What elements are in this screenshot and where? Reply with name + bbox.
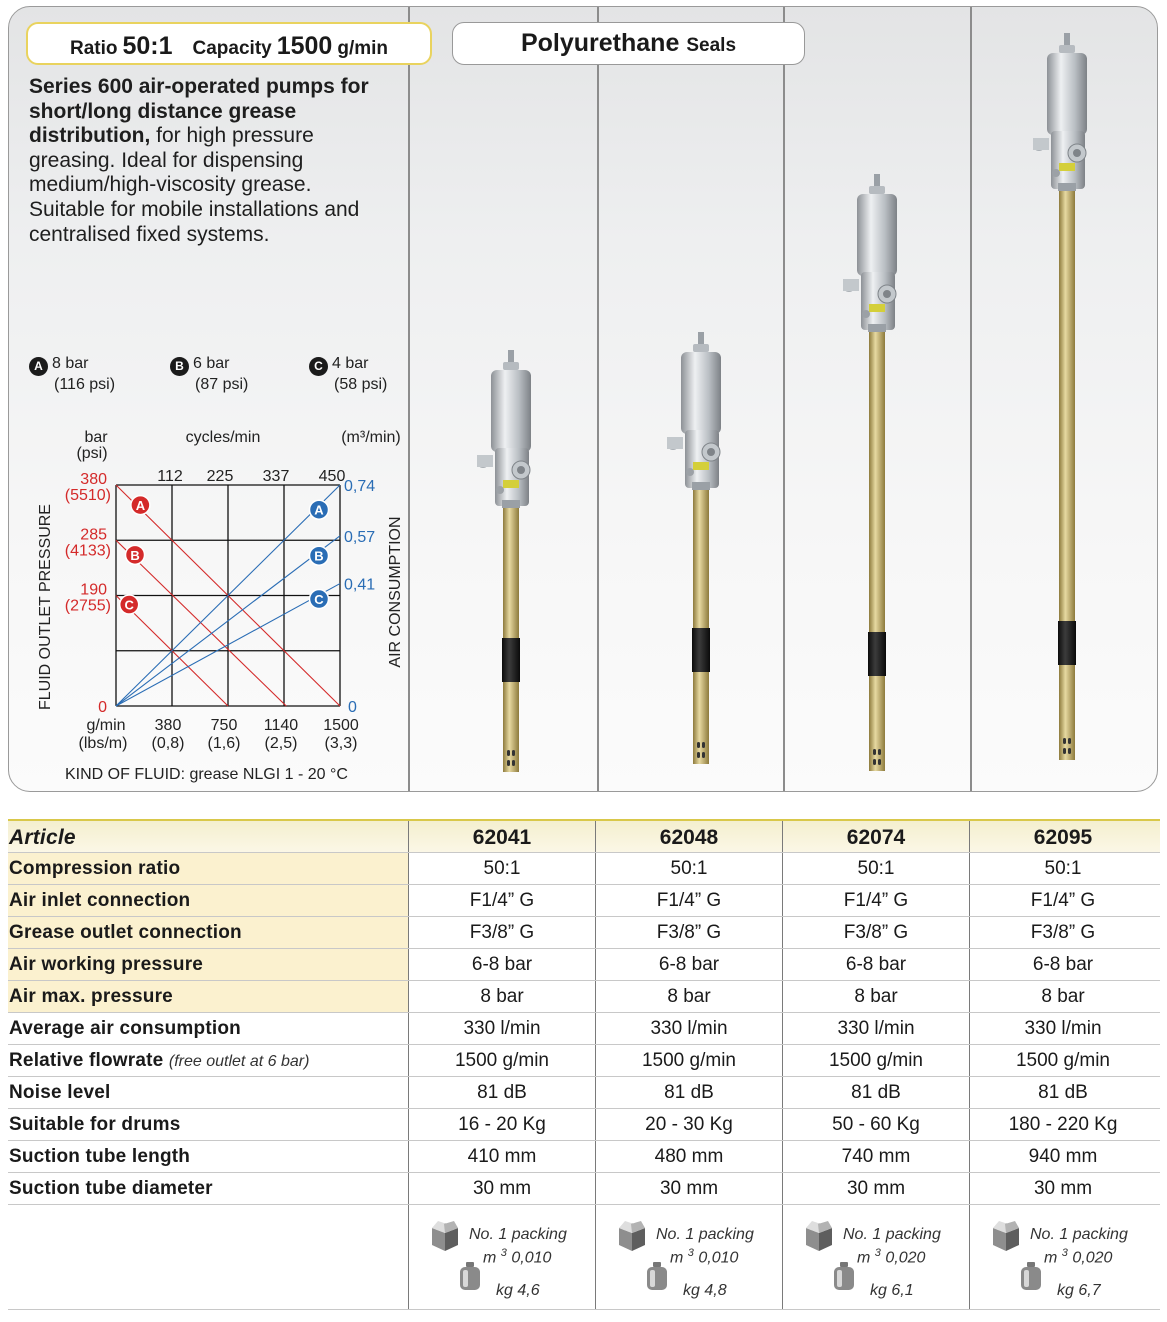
bottom-unit: g/min (86, 717, 126, 734)
table-cell: 8 bar (408, 981, 595, 1012)
performance-chart (23, 417, 413, 789)
article-number: 62041 (408, 821, 595, 852)
table-cell: 8 bar (782, 981, 969, 1012)
table-cell: 8 bar (595, 981, 782, 1012)
legend-pressure: 8 bar (52, 355, 89, 372)
top-tick-label: 112 (157, 468, 183, 485)
table-cell: 30 mm (782, 1173, 969, 1204)
table-cell: 30 mm (595, 1173, 782, 1204)
table-cell: 81 dB (408, 1077, 595, 1108)
table-row (8, 1173, 1160, 1205)
table-cell: 8 bar (969, 981, 1156, 1012)
table-cell: F1/4” G (782, 885, 969, 916)
table-cell: 1500 g/min (969, 1045, 1156, 1076)
package-box-icon (617, 1219, 647, 1253)
legend-key-c-icon: C (309, 357, 328, 376)
ratio-capacity-badge (26, 22, 432, 65)
table-cell: 6-8 bar (782, 949, 969, 980)
table-cell: F1/4” G (595, 885, 782, 916)
column-divider (597, 7, 599, 792)
row-label-text: Relative flowrate (9, 1050, 164, 1071)
table-cell: F3/8” G (969, 917, 1156, 948)
row-label-text: Suction tube length (9, 1146, 191, 1167)
legend-psi: (58 psi) (334, 376, 388, 393)
legend-item-c (309, 355, 387, 393)
packing-blank (8, 1205, 408, 1309)
table-cell: 330 l/min (595, 1013, 782, 1044)
article-number: 62048 (595, 821, 782, 852)
row-label-text: Air working pressure (9, 954, 204, 975)
table-row (8, 949, 1160, 981)
row-label-text: Air max. pressure (9, 986, 173, 1007)
table-cell: 6-8 bar (408, 949, 595, 980)
legend-key-a-icon: A (29, 357, 48, 376)
right-axis-title: AIR CONSUMPTION (387, 516, 404, 668)
table-row (8, 1141, 1160, 1173)
packing-weight: kg 4,8 (683, 1282, 727, 1299)
row-label-text: Grease outlet connection (9, 922, 242, 943)
table-cell: F3/8” G (595, 917, 782, 948)
article-number: 62095 (969, 821, 1156, 852)
table-cell: 50:1 (782, 853, 969, 884)
table-cell: 330 l/min (969, 1013, 1156, 1044)
row-label (8, 853, 408, 884)
top-tick-label: 450 (318, 468, 346, 485)
top-tick-label: 225 (206, 468, 234, 485)
package-box-icon (430, 1219, 460, 1253)
packing-weight: kg 6,7 (1057, 1282, 1101, 1299)
table-cell: 50:1 (408, 853, 595, 884)
table-row (8, 981, 1160, 1013)
package-box-icon (991, 1219, 1021, 1253)
left-unit-sub: (psi) (76, 445, 108, 462)
volume-unit-exp: 3 (500, 1247, 507, 1259)
air-marker-label: C (314, 592, 324, 608)
table-row (8, 1045, 1160, 1077)
volume-unit: m (1044, 1249, 1058, 1267)
bottom-tick-label: 1500 (323, 717, 359, 734)
row-label (8, 949, 408, 980)
ratio-value: 50:1 (122, 32, 173, 60)
chart-markers (120, 496, 329, 614)
packing-volume (483, 1238, 551, 1273)
left-tick-sub-label: (2755) (64, 597, 111, 615)
row-label-text: Suitable for drums (9, 1114, 181, 1135)
weight-icon (645, 1261, 669, 1291)
table-cell: 330 l/min (408, 1013, 595, 1044)
legend-item-a (29, 355, 115, 393)
table-cell: 410 mm (408, 1141, 595, 1172)
volume-value: 0,020 (1072, 1249, 1113, 1267)
volume-unit-exp: 3 (687, 1247, 694, 1259)
weight-icon (458, 1261, 482, 1291)
volume-unit: m (857, 1249, 871, 1267)
row-label (8, 1109, 408, 1140)
row-label (8, 1013, 408, 1044)
right-tick-label: 0,41 (344, 576, 376, 594)
top-tick-label: 337 (262, 468, 290, 485)
packing-cell (595, 1205, 782, 1309)
packing-volume (1044, 1238, 1112, 1273)
volume-value: 0,010 (698, 1249, 739, 1267)
table-cell: 1500 g/min (782, 1045, 969, 1076)
table-cell: 30 mm (408, 1173, 595, 1204)
table-cell: F3/8” G (782, 917, 969, 948)
table-cell: 1500 g/min (408, 1045, 595, 1076)
table-row (8, 885, 1160, 917)
pump-image-62048 (655, 332, 745, 777)
bottom-tick-label: 1140 (263, 717, 299, 734)
row-label-text: Suction tube diameter (9, 1178, 213, 1199)
bottom-tick-sub-label: (0,8) (151, 735, 185, 752)
table-cell: 81 dB (969, 1077, 1156, 1108)
packing-cell (408, 1205, 595, 1309)
table-cell: 330 l/min (782, 1013, 969, 1044)
row-label (8, 1141, 408, 1172)
volume-unit-exp: 3 (1061, 1247, 1068, 1259)
table-cell: 1500 g/min (595, 1045, 782, 1076)
row-label-text: Compression ratio (9, 858, 181, 879)
volume-unit-exp: 3 (874, 1247, 881, 1259)
row-label (8, 885, 408, 916)
intro-bold: Series 600 air-operated pumps for short/long distance grease distribution, (29, 75, 369, 148)
left-tick-sub-label: (5510) (64, 487, 111, 504)
column-divider (783, 7, 785, 792)
air-marker-label: A (314, 502, 324, 518)
row-label (8, 981, 408, 1012)
left-tick-label: 380 (80, 471, 107, 488)
table-cell: F3/8” G (408, 917, 595, 948)
top-unit: cycles/min (185, 429, 261, 446)
table-cell: 30 mm (969, 1173, 1156, 1204)
packing-cell (782, 1205, 969, 1309)
pressure-marker-label: A (135, 498, 146, 514)
table-row (8, 1109, 1160, 1141)
table-header-row (8, 819, 1160, 853)
table-cell: F1/4” G (408, 885, 595, 916)
row-label (8, 1045, 408, 1076)
bottom-tick-sub-label: (3,3) (324, 735, 358, 752)
seals-badge (452, 22, 805, 65)
table-row (8, 1013, 1160, 1045)
pressure-marker-label: B (130, 547, 140, 563)
row-label (8, 1173, 408, 1204)
capacity-value: 1500 (276, 32, 333, 60)
spec-table (8, 819, 1160, 1310)
table-cell: 480 mm (595, 1141, 782, 1172)
chart-footnote: KIND OF FLUID: grease NLGI 1 - 20 °C (65, 766, 348, 783)
packing-volume (670, 1238, 738, 1273)
packing-volume (857, 1238, 925, 1273)
table-cell: 180 - 220 Kg (969, 1109, 1156, 1140)
pump-image-62074 (831, 174, 921, 784)
volume-unit: m (670, 1249, 684, 1267)
right-unit: (m³/min) (341, 429, 401, 446)
right-tick-label: 0,57 (344, 528, 376, 546)
table-cell: 81 dB (782, 1077, 969, 1108)
intro-text (29, 75, 389, 247)
packing-count: No. 1 packing (843, 1226, 941, 1243)
bottom-tick-sub-label: (2,5) (264, 735, 298, 752)
left-unit: bar (84, 429, 108, 446)
bottom-tick-label: 750 (210, 717, 238, 734)
packing-weight: kg 6,1 (870, 1282, 914, 1299)
table-cell: F1/4” G (969, 885, 1156, 916)
table-cell: 6-8 bar (595, 949, 782, 980)
table-row (8, 1077, 1160, 1109)
table-cell: 50:1 (595, 853, 782, 884)
row-label-text: Noise level (9, 1082, 111, 1103)
bottom-tick-sub-label: (1,6) (207, 735, 241, 752)
legend-key-b-icon: B (170, 357, 189, 376)
table-cell: 50:1 (969, 853, 1156, 884)
table-cell: 20 - 30 Kg (595, 1109, 782, 1140)
pump-image-62095 (1021, 33, 1111, 773)
table-cell: 740 mm (782, 1141, 969, 1172)
volume-unit: m (483, 1249, 497, 1267)
bottom-unit-sub: (lbs/m) (78, 735, 128, 752)
header-article-label: Article (9, 826, 76, 849)
legend-psi: (116 psi) (54, 376, 116, 393)
seal-material: Polyurethane (520, 29, 680, 57)
legend-pressure: 6 bar (193, 355, 230, 372)
left-tick-sub-label: (4133) (64, 542, 111, 560)
air-marker-label: B (314, 548, 324, 564)
seal-label: Seals (686, 35, 737, 56)
package-box-icon (804, 1219, 834, 1253)
capacity-label: Capacity (192, 38, 272, 59)
legend-pressure: 4 bar (332, 355, 369, 372)
packing-count: No. 1 packing (656, 1226, 754, 1243)
row-label-text: Air inlet connection (9, 890, 191, 911)
weight-icon (1019, 1261, 1043, 1291)
packing-count: No. 1 packing (1030, 1226, 1128, 1243)
left-tick-label: 285 (80, 526, 107, 544)
right-tick-label: 0,74 (344, 478, 376, 495)
table-cell: 81 dB (595, 1077, 782, 1108)
capacity-unit: g/min (337, 38, 389, 59)
packing-cell (969, 1205, 1156, 1309)
volume-value: 0,010 (511, 1249, 552, 1267)
legend-psi: (87 psi) (195, 376, 249, 393)
packing-row (8, 1205, 1160, 1310)
volume-value: 0,020 (885, 1249, 926, 1267)
legend-item-b (170, 355, 248, 393)
weight-icon (832, 1261, 856, 1291)
intro-rest: for high pressure greasing. Ideal for dispensing medium/high-viscosity grease. Suitable for mobile installations and centralised fixed systems. (29, 124, 360, 246)
packing-weight: kg 4,6 (496, 1282, 540, 1299)
right-zero-label: 0 (348, 699, 357, 716)
table-row (8, 917, 1160, 949)
table-cell: 6-8 bar (969, 949, 1156, 980)
packing-count: No. 1 packing (469, 1226, 567, 1243)
column-divider (970, 7, 972, 792)
left-tick-label: 190 (80, 581, 107, 599)
bottom-tick-label: 380 (154, 717, 182, 734)
article-number: 62074 (782, 821, 969, 852)
ratio-label: Ratio (69, 38, 118, 59)
table-cell: 50 - 60 Kg (782, 1109, 969, 1140)
row-label (8, 1077, 408, 1108)
row-note: (free outlet at 6 bar) (168, 1053, 310, 1070)
product-panel (8, 6, 1158, 792)
left-zero-label: 0 (98, 699, 107, 716)
pressure-marker-label: C (124, 597, 134, 613)
table-cell: 940 mm (969, 1141, 1156, 1172)
pump-image-62041 (465, 350, 555, 785)
row-label (8, 917, 408, 948)
row-label-text: Average air consumption (9, 1018, 241, 1039)
table-cell: 16 - 20 Kg (408, 1109, 595, 1140)
left-axis-title: FLUID OUTLET PRESSURE (37, 504, 54, 710)
table-row (8, 853, 1160, 885)
